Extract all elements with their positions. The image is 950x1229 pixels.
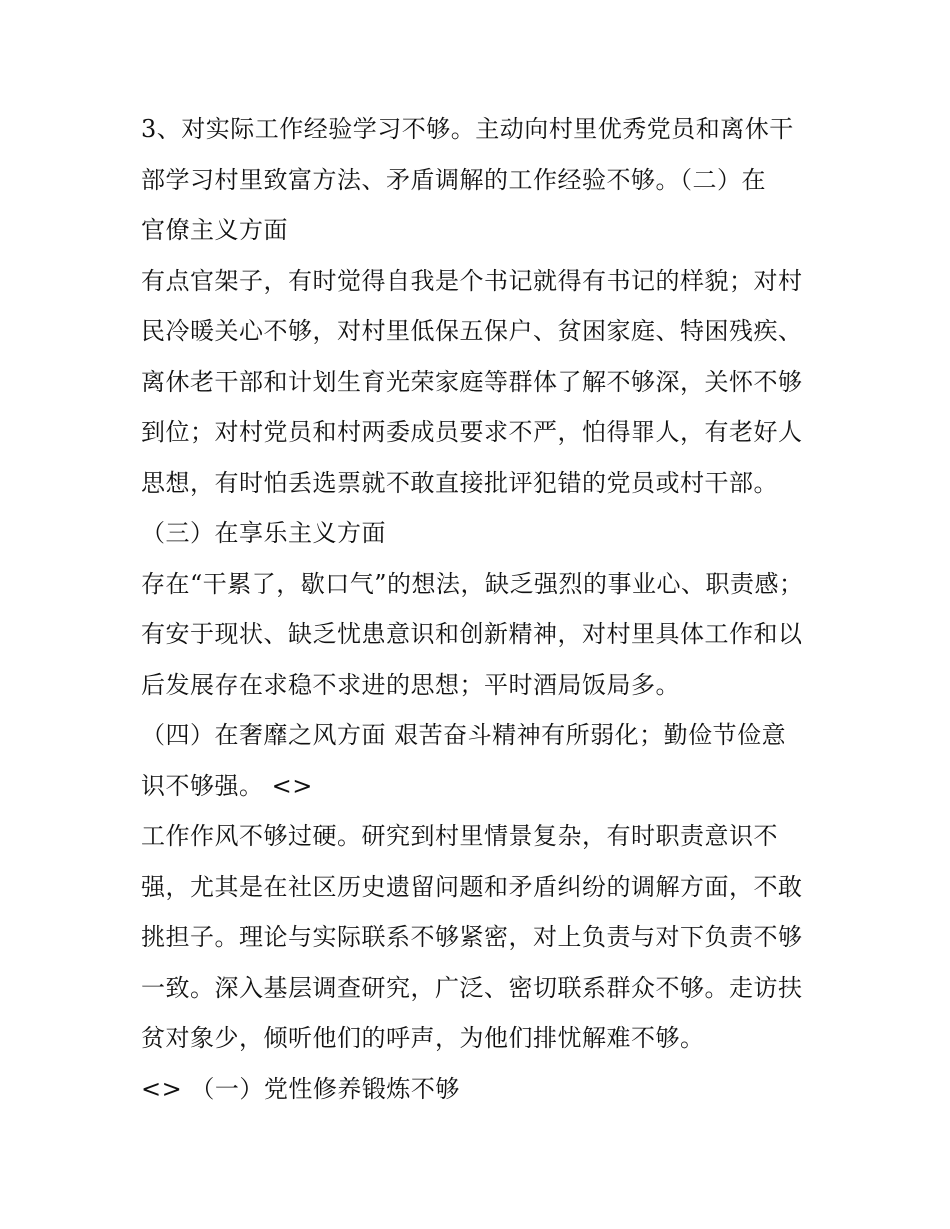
section-heading: <> （一）党性修养锻炼不够 [141, 1074, 460, 1103]
text-line: 部学习村里致富方法、矛盾调解的工作经验不够。（二）在 [141, 165, 766, 194]
section-heading: （四）在奢靡之风方面 艰苦奋斗精神有所弱化；勤俭节俭意 [141, 721, 787, 749]
section-heading: 官僚主义方面 [141, 216, 288, 244]
text-line: 思想，有时怕丢选票就不敢直接批评犯错的党员或村干部。 [141, 468, 778, 497]
text-line: 有点官架子，有时觉得自我是个书记就得有书记的样貌；对村 [141, 266, 803, 295]
text-line: 工作作风不够过硬。研究到村里情景复杂，有时职责意识不 [141, 822, 778, 850]
text-line: 后发展存在求稳不求进的思想；平时酒局饭局多。 [141, 670, 680, 699]
text-line: 3、对实际工作经验学习不够。主动向村里优秀党员和离休干 [141, 115, 794, 143]
text-line: 一致。深入基层调查研究，广泛、密切联系群众不够。走访扶 [141, 973, 803, 1002]
text-line: 民冷暖关心不够，对村里低保五保户、贫困家庭、特困残疾、 [141, 317, 803, 345]
text-line: 到位；对村党员和村两委成员要求不严，怕得罪人，有老好人 [141, 418, 803, 446]
text-line: 挑担子。理论与实际联系不够紧密，对上负责与对下负责不够 [141, 923, 803, 951]
text-line: 识不够强。 <> [141, 771, 313, 800]
text-line: 贫对象少，倾听他们的呼声，为他们排忧解难不够。 [141, 1024, 705, 1052]
text-line: 离休老干部和计划生育光荣家庭等群体了解不够深，关怀不够 [141, 367, 803, 396]
text-line: 存在“干累了，歇口气”的想法，缺乏强烈的事业心、职责感； [141, 569, 804, 598]
text-line: 有安于现状、缺乏忧患意识和创新精神，对村里具体工作和以 [141, 620, 803, 648]
section-heading: （三）在享乐主义方面 [141, 519, 386, 547]
text-line: 强，尤其是在社区历史遗留问题和矛盾纠纷的调解方面，不敢 [141, 872, 803, 901]
document-body [141, 104, 821, 1114]
